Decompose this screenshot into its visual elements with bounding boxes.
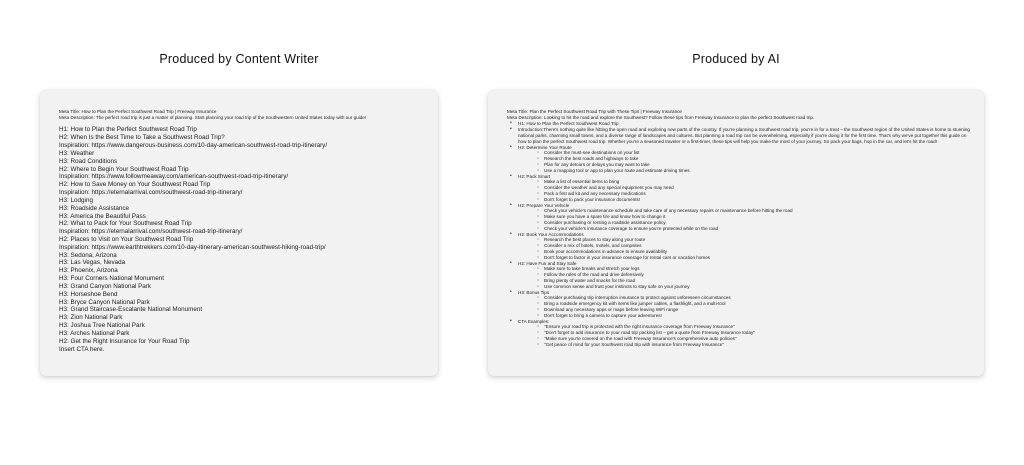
outline-line: H3: Zion National Park [59,314,123,322]
outline-line: Inspiration: https://www.dangerous-business.com/10-day-american-southwest-road-trip-itinerary/ [59,142,328,150]
ai-document [488,90,984,376]
outline-line: H3: Roadside Assistance [59,204,130,212]
outline-line: H3: Four Corners National Monument [59,275,164,283]
intro-text: Introduction:There's nothing quite like hitting the open road and exploring new parts of the country. If you're planning a Southwest road trip, you're in for a treat – the Southwest region of the United States is home to stunning national parks, charming small towns, and a diverse range of landscapes and cultures. But planning a road trip can be overwhelming, especially if you're doing it for the first time. That's why we've put together this guide on how to plan the perfect Southwest road trip. Whether you're a seasoned traveler or a first-timer, these tips will help you make the most of your journey. So pack your bags, hop in the car, and let's hit the road! [518,127,970,144]
section-item: ○ Consider purchasing or renting a roadside assistance policy [507,220,970,226]
ai-outline [507,109,970,347]
section-item: ○ Make a list of essential items to bring [507,179,970,185]
section-item: ○ Make sure to take breaks and stretch your legs [507,266,970,272]
content-writer-title: Produced by Content Writer [159,52,319,66]
outline-line: Inspiration: https://eternalarrival.com/southwest-road-trip-itinerary/ [59,228,243,236]
section-item: ○ Plan for any detours or delays you may want to take [507,162,970,168]
section-item: ○ "Make sure you're covered on the road with Freeway Insurance's comprehensive auto policies" [507,336,970,342]
outline-line: H2: When Is the Best Time to Take a Southwest Road Trip? [59,134,225,142]
section-item: ○ Consider purchasing trip interruption insurance to protect against unforeseen circumstances [507,295,970,301]
section-item: ○ Research the best places to stay along your route [507,237,970,243]
section-item: ○ Don't forget to pack your insurance documents! [507,197,970,203]
outline-line: H3: Phoenix, Arizona [59,267,118,275]
outline-line: Inspiration: https://www.earthtrekkers.com/10-day-itinerary-american-southwest-hiking-road-trip/ [59,243,326,251]
intro-item [507,127,970,144]
meta-title: Meta Title: Plan the Perfect Southwest Road Trip with These Tips | Freeway Insurance [507,109,682,114]
section-item: ○ Check your vehicle's maintenance schedule and take care of any necessary repairs or maintenance before hitting the road [507,208,970,214]
outline-line: Insert CTA here. [59,345,105,353]
outline-line: Inspiration: https://www.followmeaway.com/american-southwest-road-trip-itinerary/ [59,173,289,181]
section-heading-text: H2: Have Fun and Stay Safe [518,260,577,266]
outline-line: H3: Road Conditions [59,157,118,165]
section-heading-text: H2: Pack Smart [518,173,551,179]
outline-line: H2: What to Pack for Your Southwest Road Trip [59,220,192,228]
ai-sections [507,145,970,348]
content-writer-outline [59,109,428,353]
outline-line: H2: Get the Right Insurance for Your Road Trip [59,337,190,345]
meta-description: Meta Description: Looking to hit the road and explore the Southwest? Follow these tips from Freeway Insurance to plan the perfect Southwest road trip. [507,115,815,121]
outline-line: H2: How to Save Money on Your Southwest Road Trip [59,181,211,189]
outline-line: Inspiration: https://eternalarrival.com/southwest-road-trip-itinerary/ [59,189,243,197]
h1-text: H1: How to Plan the Perfect Southwest Road Trip [518,121,619,127]
content-writer-document [40,90,438,376]
section-item: ○ Research the best roads and highways to take [507,156,970,162]
section-item: ○ Use a mapping tool or app to plan your route and estimate driving times [507,168,970,174]
outline-line: H3: Grand Canyon National Park [59,282,152,290]
outline-line: H3: Lodging [59,196,93,204]
section-item: ○ "Don't forget to add insurance to your road trip packing list – get a quote from Freeway Insurance today" [507,330,970,336]
section-item: ○ Pack a first aid kit and any necessary medications [507,191,970,197]
section-item: ○ Consider the weather and any special equipment you may need [507,185,970,191]
outline-line: H1: How to Plan the Perfect Southwest Road Trip [59,126,197,134]
outline-line: H3: Joshua Tree National Park [59,322,145,330]
section-heading-text: CTA Examples: [518,318,550,324]
outline-line: H3: America the Beautiful Pass [59,212,146,220]
section-item: ○ Bring a roadside emergency kit with items like jumper cables, a flashlight, and a multi-tool [507,301,970,307]
section-item: ○ Consider the must-see destinations on your list [507,150,970,156]
outline-line: H3: Sedona, Arizona [59,251,117,259]
section-item: ○ "Ensure your road trip is protected with the right insurance coverage from Freeway Insurance" [507,324,970,330]
section-item: ○ Bring plenty of water and snacks for the road [507,278,970,284]
section-item: ○ Make sure you have a spare tire and know how to change it [507,214,970,220]
section-item: ○ Follow the rules of the road and drive defensively [507,272,970,278]
section-item: ○ Download any necessary apps or maps before leaving WiFi range [507,307,970,313]
outline-line: H3: Bryce Canyon National Park [59,298,150,306]
section-item: ○ "Get peace of mind for your Southwest road trip with insurance from Freeway Insurance" [507,342,970,348]
outline-line: H3: Horseshoe Bend [59,290,118,298]
section-heading-text: H2: Prepare Your Vehicle [518,202,570,208]
section-item: ○ Check your vehicle's insurance coverage to ensure you're protected while on the road [507,226,970,232]
ai-title: Produced by AI [692,52,780,66]
meta-title: Meta Title: How to Plan the Perfect Southwest Road Trip | Freeway Insurance [59,109,217,114]
section-heading-text: H3: Bonus Tips [518,289,550,295]
outline-line: H3: Arches National Park [59,329,130,337]
outline-line: H2: Where to Begin Your Southwest Road Trip [59,165,189,173]
outline-line: H3: Grand Staircase-Escalante National Monument [59,306,203,314]
outline-lines [59,126,428,353]
section-item: ○ Book your accommodations in advance to ensure availability [507,249,970,255]
outline-line: H3: Weather [59,149,95,157]
section-heading-text: H2: Determine Your Route [518,144,572,150]
section-item: ○ Don't forget to factor in your insurance coverage for rental cars or vacation homes [507,255,970,261]
section-item: ○ Don't forget to bring a camera to capture your adventures! [507,313,970,319]
section-item: ○ Use common sense and trust your instincts to stay safe on your journey [507,284,970,290]
section-heading-text: H2: Book Your Accommodations [518,231,584,237]
outline-line: H2: Places to Visit on Your Southwest Road Trip [59,236,194,243]
section-item: ○ Consider a mix of hotels, motels, and campsites [507,243,970,249]
outline-line: H3: Las Vegas, Nevada [59,259,126,267]
meta-description: Meta Description: The perfect road trip is just a matter of planning. Start planning your road trip of the Southwestern United States today with our guide! [59,115,367,121]
